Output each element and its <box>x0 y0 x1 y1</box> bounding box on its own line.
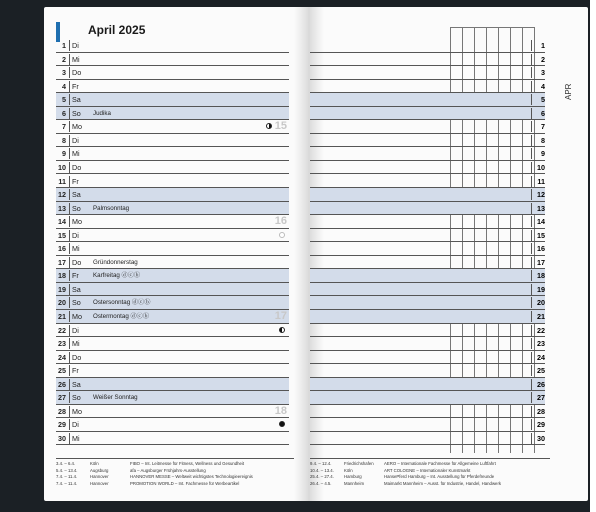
day-number: 12 <box>537 190 545 200</box>
day-number: 27 <box>58 393 66 403</box>
event-dates: 5.4. – 13.4. <box>56 467 78 473</box>
day-row-right[interactable] <box>310 324 545 338</box>
day-number: 6 <box>541 108 545 118</box>
event-dates: 9.4. – 12.4. <box>310 461 332 466</box>
day-number: 1 <box>62 41 66 50</box>
day-number: 10 <box>58 162 66 172</box>
day-row[interactable] <box>56 364 289 378</box>
day-separator <box>69 257 70 268</box>
event-city: Friedrichshafen <box>344 461 374 466</box>
day-separator <box>531 54 532 65</box>
event-dates: 7.4. – 11.4. <box>56 480 78 486</box>
day-row[interactable] <box>56 283 289 297</box>
day-row-right[interactable] <box>310 80 545 94</box>
day-row[interactable] <box>56 337 289 351</box>
day-number: 4 <box>541 81 545 91</box>
day-separator <box>531 365 532 376</box>
day-separator <box>531 108 532 119</box>
month-title: April 2025 <box>88 23 146 37</box>
day-separator <box>69 135 70 146</box>
day-number: 30 <box>537 433 545 443</box>
day-row-right[interactable] <box>310 202 545 216</box>
weekday-label: Sa <box>72 95 81 105</box>
day-number: 4 <box>62 81 66 91</box>
day-number: 2 <box>541 54 545 64</box>
day-row[interactable] <box>56 215 289 229</box>
day-row[interactable] <box>56 120 289 134</box>
week-number: 16 <box>274 215 287 228</box>
day-separator <box>69 176 70 187</box>
day-row-right[interactable] <box>310 310 545 324</box>
day-number: 14 <box>58 217 66 227</box>
event-city: Augsburg <box>90 467 109 473</box>
day-row[interactable] <box>56 391 289 405</box>
day-separator <box>69 203 70 214</box>
day-row[interactable] <box>56 256 289 270</box>
holiday-label: Ostersonntag ⓓⓒⓑ <box>93 299 151 307</box>
event-title: ART COLOGNE – Internationaler Kunstmarkt <box>384 467 471 473</box>
day-number: 3 <box>62 68 66 78</box>
event-row <box>310 461 550 468</box>
left-events-rule <box>56 458 294 459</box>
event-dates: 10.4. – 13.4. <box>310 467 334 473</box>
day-separator <box>69 311 70 322</box>
moon-phase-icon <box>266 123 272 129</box>
day-row-right[interactable] <box>310 432 545 446</box>
day-row[interactable] <box>56 296 289 310</box>
day-separator <box>531 243 532 254</box>
event-city: Hamburg <box>344 474 362 480</box>
day-row[interactable] <box>56 161 289 175</box>
day-number: 27 <box>537 393 545 403</box>
weekday-label: Sa <box>72 284 81 294</box>
day-row[interactable] <box>56 432 289 446</box>
day-separator <box>69 270 70 281</box>
event-title: HansePferd Hamburg – Int. Ausstellung für Pferdefreunde <box>384 474 495 480</box>
day-row[interactable] <box>56 175 289 189</box>
day-separator <box>69 284 70 295</box>
day-number: 1 <box>541 41 545 50</box>
event-row <box>56 461 294 468</box>
day-row[interactable] <box>56 202 289 216</box>
day-separator <box>531 379 532 390</box>
day-number: 9 <box>541 149 545 159</box>
day-separator <box>69 162 70 173</box>
event-row <box>310 481 550 488</box>
day-separator <box>69 297 70 308</box>
day-row[interactable] <box>56 93 289 107</box>
day-separator <box>69 352 70 363</box>
day-row[interactable] <box>56 39 289 53</box>
day-separator <box>69 108 70 119</box>
day-row-right[interactable] <box>310 66 545 80</box>
event-city: Köln <box>90 461 99 466</box>
weekday-label: Do <box>72 162 82 172</box>
day-row-right[interactable] <box>310 378 545 392</box>
day-separator <box>531 162 532 173</box>
day-separator <box>69 189 70 200</box>
day-separator <box>69 216 70 227</box>
right-events-rule <box>310 458 550 459</box>
holiday-label: Ostermontag ⓓⓒⓑ <box>93 313 150 320</box>
day-number: 16 <box>537 244 545 254</box>
weekday-label: Di <box>72 135 79 145</box>
day-separator <box>69 81 70 92</box>
event-title: afa – Augsburger Frühjahrs-Ausstellung <box>130 467 206 473</box>
holiday-label: Weißer Sonntag <box>93 394 138 402</box>
day-number: 24 <box>537 352 545 362</box>
day-number: 18 <box>537 271 545 281</box>
day-row[interactable] <box>56 134 289 148</box>
event-title: HANNOVER MESSE – Weltweit wichtigstes Technologieereignis <box>130 474 253 480</box>
day-row-right[interactable] <box>310 337 545 351</box>
day-separator <box>69 67 70 78</box>
event-city: Köln <box>344 467 353 473</box>
day-row-right[interactable] <box>310 161 545 175</box>
day-row[interactable] <box>56 351 289 365</box>
weekday-label: Do <box>72 68 82 78</box>
weekday-label: Fr <box>72 176 79 186</box>
day-separator <box>531 297 532 308</box>
day-row[interactable] <box>56 405 289 419</box>
day-row[interactable] <box>56 147 289 161</box>
day-row-right[interactable] <box>310 147 545 161</box>
day-separator <box>531 311 532 322</box>
event-row <box>56 474 294 481</box>
day-separator <box>531 94 532 105</box>
event-dates: 7.4. – 11.4. <box>56 474 78 480</box>
day-number: 28 <box>537 406 545 416</box>
event-city: Hannover <box>90 474 109 480</box>
day-separator <box>69 379 70 390</box>
holiday-label: Gründonnerstag <box>93 258 138 266</box>
event-row <box>56 481 294 488</box>
day-separator <box>531 121 532 132</box>
event-dates: 3.4. – 6.4. <box>56 461 76 466</box>
day-separator <box>69 338 70 349</box>
day-number: 11 <box>537 176 545 186</box>
day-separator <box>531 189 532 200</box>
day-row[interactable] <box>56 269 289 283</box>
day-separator <box>69 243 70 254</box>
weekday-label: So <box>72 298 81 308</box>
day-separator <box>531 392 532 403</box>
weekday-label: Mi <box>72 244 80 254</box>
event-title: FIBO – Int. Leitmesse für Fitness, Wellness und Gesundheit <box>130 461 245 466</box>
day-number: 11 <box>58 176 66 186</box>
weekday-label: Fr <box>72 81 79 91</box>
day-number: 17 <box>58 257 66 267</box>
day-separator <box>531 216 532 227</box>
day-number: 12 <box>58 190 66 200</box>
day-row-right[interactable] <box>310 391 545 405</box>
day-separator <box>69 406 70 417</box>
day-number: 7 <box>62 122 66 132</box>
day-number: 10 <box>537 162 545 172</box>
day-number: 21 <box>58 312 66 321</box>
day-separator <box>531 352 532 363</box>
day-number: 19 <box>537 284 545 294</box>
day-number: 19 <box>58 284 66 294</box>
day-row[interactable] <box>56 53 289 67</box>
day-number: 21 <box>537 312 545 321</box>
month-tab[interactable]: APR <box>564 83 573 100</box>
day-row-right[interactable] <box>310 215 545 229</box>
day-row-right[interactable] <box>310 283 545 297</box>
day-number: 30 <box>58 433 66 443</box>
day-row-right[interactable] <box>310 107 545 121</box>
weekday-label: Mi <box>72 54 80 64</box>
event-dates: 25.4. – 27.4. <box>310 474 334 480</box>
cover-edge <box>590 0 596 512</box>
day-number: 5 <box>541 95 545 105</box>
day-row[interactable] <box>56 242 289 256</box>
day-row-right[interactable] <box>310 418 545 432</box>
day-separator <box>69 54 70 65</box>
holiday-label: Judika <box>93 109 111 117</box>
planner-spread <box>44 7 588 501</box>
day-number: 8 <box>62 135 66 145</box>
day-number: 28 <box>58 406 66 416</box>
event-title: PROMOTION WORLD – Int. Fachmesse für Werbeartikel <box>130 480 240 486</box>
event-title: AERO – Internationale Fachmesse für Allgemeine Luftfahrt <box>384 461 496 466</box>
event-city: Mannheim <box>344 480 365 486</box>
day-row[interactable] <box>56 324 289 338</box>
day-row-right[interactable] <box>310 188 545 202</box>
event-title: Maimarkt Mannheim – Ausst. für Industrie, Handel, Handwerk <box>384 480 502 486</box>
week-number: 15 <box>274 120 287 133</box>
day-number: 25 <box>537 366 545 376</box>
day-number: 15 <box>537 230 545 240</box>
day-row[interactable] <box>56 229 289 243</box>
day-number: 22 <box>537 325 545 335</box>
day-separator <box>531 203 532 214</box>
day-number: 16 <box>58 244 66 254</box>
day-row-right[interactable] <box>310 269 545 283</box>
weekday-label: Do <box>72 352 82 362</box>
day-row-right[interactable] <box>310 405 545 419</box>
weekday-label: Mo <box>72 217 82 227</box>
event-row <box>310 474 550 481</box>
weekday-label: Di <box>72 41 79 50</box>
day-separator <box>531 67 532 78</box>
weekday-label: Sa <box>72 379 81 389</box>
day-separator <box>69 365 70 376</box>
day-separator <box>69 94 70 105</box>
weekday-label: Sa <box>72 190 81 200</box>
day-row-right[interactable] <box>310 364 545 378</box>
holiday-label: Palmsonntag <box>93 204 130 212</box>
day-separator <box>531 148 532 159</box>
day-number: 2 <box>62 54 66 64</box>
weekday-label: Di <box>72 325 79 335</box>
day-row-right[interactable] <box>310 93 545 107</box>
day-row[interactable] <box>56 188 289 202</box>
day-separator <box>531 257 532 268</box>
event-row <box>310 468 550 475</box>
day-number: 15 <box>58 230 66 240</box>
day-separator <box>531 325 532 336</box>
day-number: 22 <box>58 325 66 335</box>
day-number: 5 <box>62 95 66 105</box>
weekday-label: Fr <box>72 366 79 376</box>
weekday-label: Mi <box>72 339 80 349</box>
day-number: 26 <box>537 379 545 389</box>
day-number: 3 <box>541 68 545 78</box>
day-number: 29 <box>537 420 545 430</box>
day-row-right[interactable] <box>310 120 545 134</box>
weekday-label: So <box>72 393 81 403</box>
moon-phase-icon <box>279 327 285 333</box>
day-row[interactable] <box>56 107 289 121</box>
day-separator <box>69 392 70 403</box>
event-city: Hannover <box>90 480 109 486</box>
day-separator <box>69 419 70 430</box>
day-separator <box>69 433 70 444</box>
weekday-label: Mi <box>72 149 80 159</box>
day-separator <box>69 121 70 132</box>
day-number: 9 <box>62 149 66 159</box>
weekday-label: Fr <box>72 271 79 281</box>
day-row[interactable] <box>56 66 289 80</box>
day-number: 25 <box>58 366 66 376</box>
day-separator <box>531 284 532 295</box>
weekday-label: Mo <box>72 312 82 321</box>
day-number: 29 <box>58 420 66 430</box>
weekday-label: Mi <box>72 433 80 443</box>
day-number: 7 <box>541 122 545 132</box>
day-row-right[interactable] <box>310 39 545 53</box>
day-row-right[interactable] <box>310 256 545 270</box>
day-separator <box>531 230 532 241</box>
day-number: 6 <box>62 108 66 118</box>
day-separator <box>69 40 70 51</box>
weekday-label: Do <box>72 257 82 267</box>
day-separator <box>531 176 532 187</box>
day-separator <box>531 433 532 444</box>
day-row-right[interactable] <box>310 134 545 148</box>
day-separator <box>531 406 532 417</box>
week-number: 17 <box>274 310 287 322</box>
day-number: 17 <box>537 257 545 267</box>
event-row <box>56 468 294 475</box>
day-number: 20 <box>58 298 66 308</box>
left-event-list <box>56 461 294 487</box>
day-number: 18 <box>58 271 66 281</box>
day-row[interactable] <box>56 80 289 94</box>
day-row-right[interactable] <box>310 296 545 310</box>
moon-phase-icon <box>279 421 285 427</box>
weekday-label: So <box>72 203 81 213</box>
day-number: 14 <box>537 217 545 227</box>
weekday-label: Di <box>72 420 79 430</box>
day-row-right[interactable] <box>310 351 545 365</box>
day-separator <box>531 338 532 349</box>
day-number: 8 <box>541 135 545 145</box>
day-number: 26 <box>58 379 66 389</box>
day-separator <box>531 419 532 430</box>
day-row-right[interactable] <box>310 242 545 256</box>
day-separator <box>69 148 70 159</box>
day-separator <box>531 81 532 92</box>
day-separator <box>531 40 532 51</box>
week-number: 18 <box>274 404 287 417</box>
day-number: 13 <box>537 203 545 213</box>
day-separator <box>69 230 70 241</box>
day-number: 13 <box>58 203 66 213</box>
day-row-right[interactable] <box>310 175 545 189</box>
weekday-label: Di <box>72 230 79 240</box>
day-row[interactable] <box>56 378 289 392</box>
holiday-label: Karfreitag ⓓⓒⓑ <box>93 272 141 280</box>
day-row[interactable] <box>56 418 289 432</box>
day-number: 23 <box>58 339 66 349</box>
right-event-list <box>310 461 550 487</box>
day-row-right[interactable] <box>310 53 545 67</box>
weekday-label: Mo <box>72 122 82 132</box>
weekday-label: Mo <box>72 406 82 416</box>
event-dates: 26.4. – 4.5. <box>310 480 332 486</box>
day-separator <box>531 270 532 281</box>
moon-phase-icon <box>279 232 285 238</box>
day-separator <box>69 325 70 336</box>
day-number: 20 <box>537 298 545 308</box>
day-row[interactable] <box>56 310 289 324</box>
day-row-right[interactable] <box>310 229 545 243</box>
day-separator <box>531 135 532 146</box>
day-number: 24 <box>58 352 66 362</box>
weekday-label: So <box>72 108 81 118</box>
day-number: 23 <box>537 339 545 349</box>
